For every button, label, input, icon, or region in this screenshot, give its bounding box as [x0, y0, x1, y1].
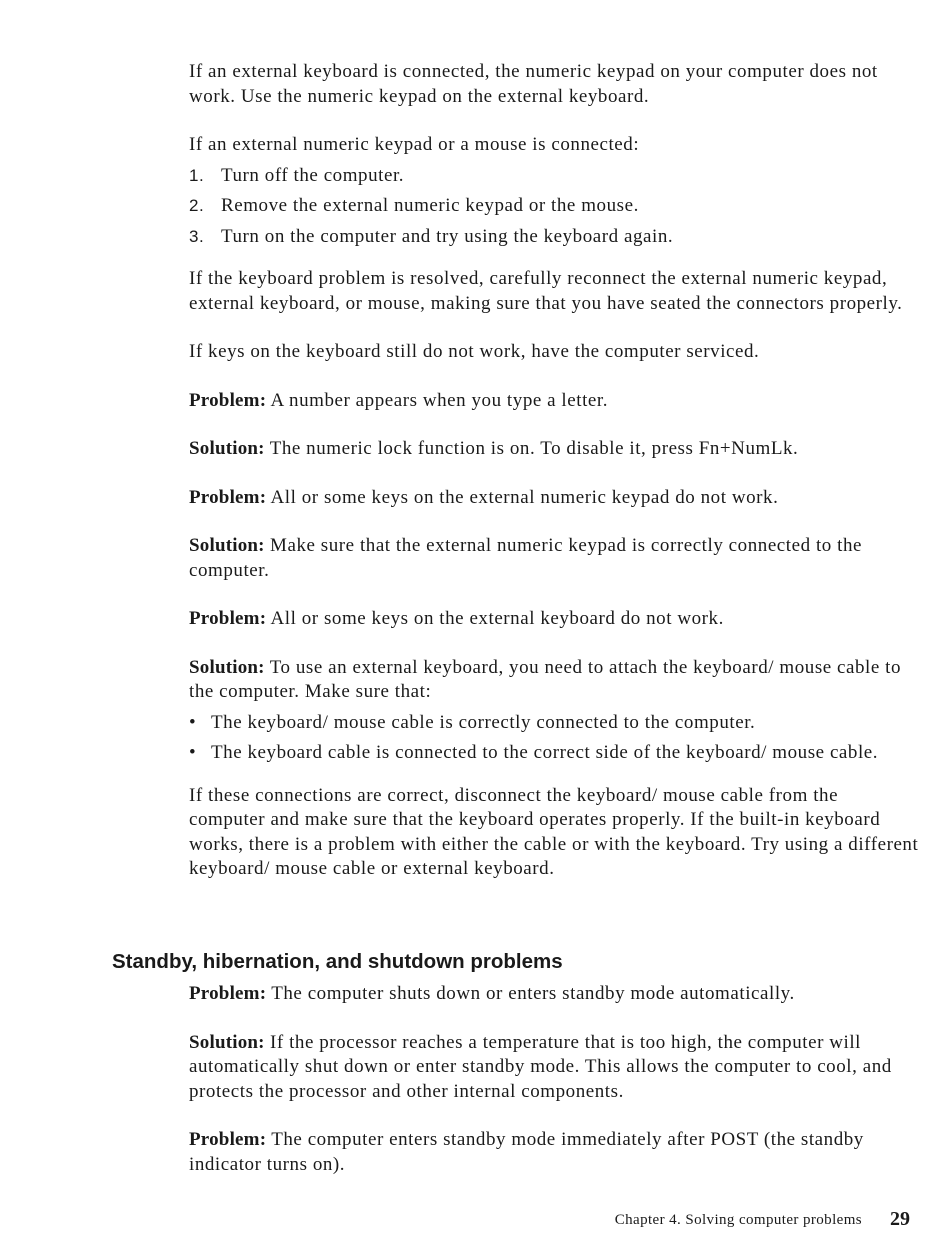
problem-label: Problem: — [189, 389, 267, 411]
section-heading: Standby, hibernation, and shutdown problems — [112, 950, 563, 973]
bullet-icon: • — [189, 742, 197, 763]
paragraph: If an external keyboard is connected, the numeric keypad on your computer does not work. Use the numeric keypad on the external keyboard. — [189, 61, 878, 107]
paragraph: If the keyboard problem is resolved, carefully reconnect the external numeric keypad, external keyboard, or mouse, making sure that you have seated the connectors properly. — [189, 268, 903, 314]
paragraph: If an external numeric keypad or a mouse is connected: — [189, 134, 640, 155]
step-number: 2. — [189, 196, 205, 215]
solution-label: Solution: — [189, 535, 265, 556]
problem-text: The computer shuts down or enters standby mode automatically. — [271, 983, 795, 1004]
problem-label: Problem: — [189, 983, 267, 1004]
numbered-steps — [189, 164, 919, 250]
step-item — [189, 194, 919, 219]
section-content — [189, 982, 919, 1177]
paragraph: If these connections are correct, disconnect the keyboard/ mouse cable from the computer and make sure that the keyboard operates properly. If the built-in keyboard works, there is a problem with either the cable or with the keyboard. Try using a different keyboard/ mouse cable or external keyboard. — [189, 784, 919, 879]
step-number: 1. — [189, 165, 205, 185]
problem-statement — [189, 389, 919, 414]
problem-label: Problem: — [189, 1129, 267, 1150]
step-item — [189, 225, 919, 250]
solution-label: Solution: — [189, 656, 265, 678]
problem-label: Problem: — [189, 608, 267, 629]
bullet-item — [189, 741, 919, 766]
bullet-text: The keyboard/ mouse cable is correctly connected to the computer. — [211, 711, 756, 733]
problem-statement — [189, 607, 919, 632]
solution-text: If the processor reaches a temperature that is too high, the computer will automatically shut down or enter standby mode. This allows the computer to cool, and protects the processor and other internal components. — [189, 1031, 892, 1102]
solution-text: The numeric lock function is on. To disable it, press Fn+NumLk. — [269, 438, 799, 459]
bullet-item — [189, 711, 919, 736]
step-item — [189, 164, 919, 189]
problem-text: All or some keys on the external numeric keypad do not work. — [270, 486, 779, 508]
solution-statement — [189, 437, 919, 462]
problem-statement — [189, 982, 919, 1007]
bullet-text: The keyboard cable is connected to the correct side of the keyboard/ mouse cable. — [211, 742, 879, 763]
problem-text: A number appears when you type a letter. — [270, 389, 609, 411]
bullet-icon: • — [189, 711, 197, 733]
solution-statement — [189, 1031, 919, 1105]
footer-chapter: Chapter 4. Solving computer problems — [614, 1212, 862, 1228]
step-text: Turn on the computer and try using the keyboard again. — [221, 225, 674, 247]
paragraph: If keys on the keyboard still do not work, have the computer serviced. — [189, 341, 760, 362]
problem-statement — [189, 1128, 919, 1177]
solution-text: To use an external keyboard, you need to attach the keyboard/ mouse cable to the computer. Make sure that: — [189, 656, 902, 702]
main-content — [189, 60, 919, 882]
problem-text: The computer enters standby mode immediately after POST (the standby indicator turns on). — [189, 1129, 864, 1175]
problem-text: All or some keys on the external keyboard do not work. — [270, 608, 724, 629]
solution-statement — [189, 656, 919, 705]
page-number: 29 — [890, 1208, 910, 1230]
solution-label: Solution: — [189, 438, 265, 459]
step-text: Turn off the computer. — [221, 164, 405, 186]
step-number: 3. — [189, 226, 205, 246]
problem-statement — [189, 486, 919, 511]
step-text: Remove the external numeric keypad or the mouse. — [221, 195, 639, 216]
solution-statement — [189, 534, 919, 583]
bullet-list — [189, 711, 919, 766]
solution-label: Solution: — [189, 1031, 265, 1053]
solution-text: Make sure that the external numeric keypad is correctly connected to the computer. — [189, 535, 862, 581]
problem-label: Problem: — [189, 486, 267, 508]
